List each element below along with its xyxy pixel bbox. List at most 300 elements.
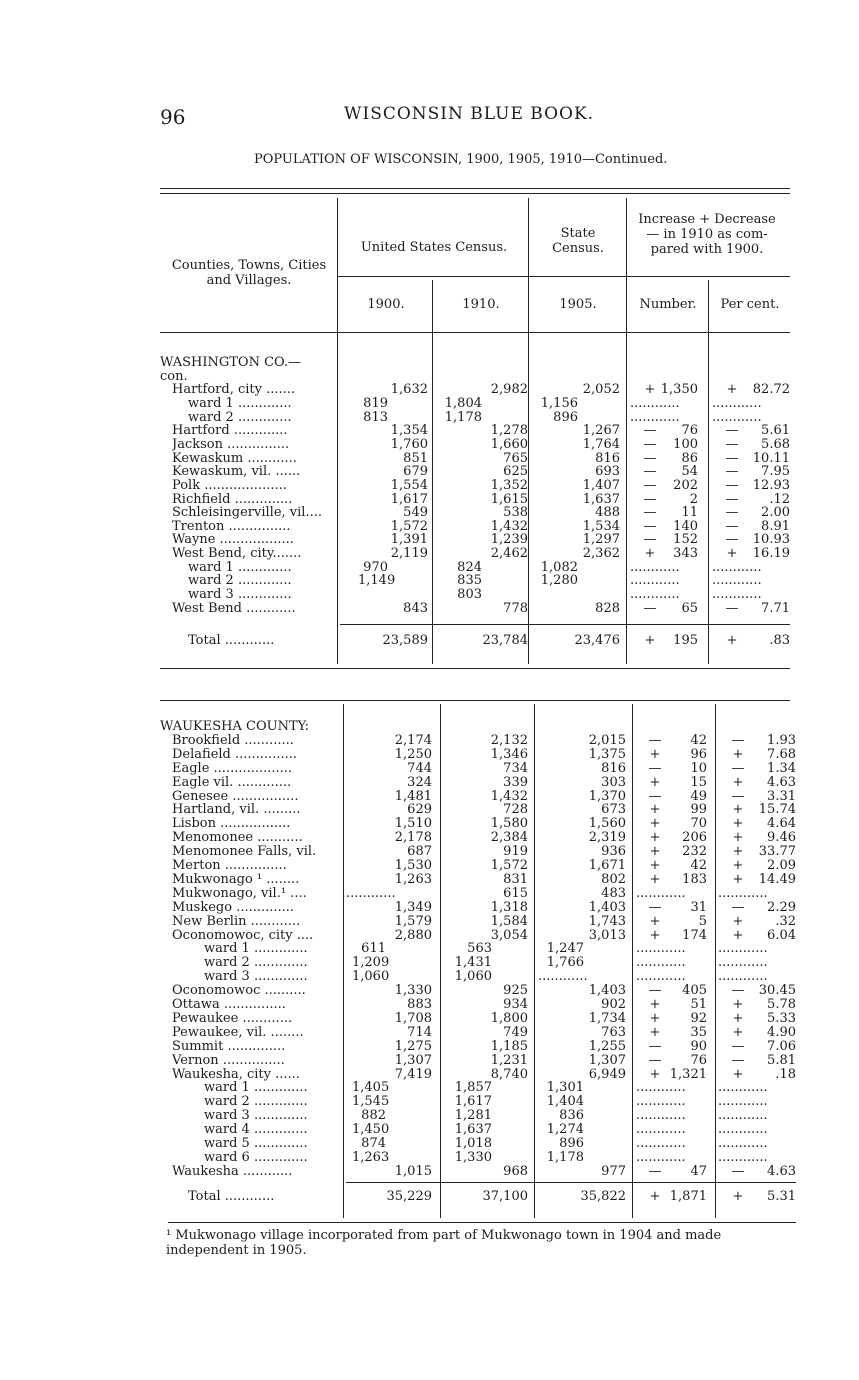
place-name: Menomonee Falls, vil.	[172, 845, 317, 859]
place-name: ward 6 .............	[204, 1150, 308, 1165]
sign-ps: —	[731, 899, 745, 915]
cell-p: 5.78	[767, 997, 796, 1012]
place-name: WASHINGTON CO.—	[160, 356, 302, 370]
total-t1905: 35,822	[580, 1189, 626, 1204]
place-name: con.	[160, 369, 188, 384]
cell-t1900: 1,708	[394, 1010, 432, 1026]
cell-t1905: 2,052	[582, 382, 620, 398]
cell-t1900: 843	[403, 600, 428, 616]
table-row	[160, 411, 800, 425]
year-1905-header: 1905.	[559, 297, 597, 312]
section-end-rule	[160, 668, 790, 669]
cell-t1910: 2,982	[490, 382, 528, 398]
name-col-header: Counties, Towns, Cities and Villages.	[171, 258, 327, 288]
sign-s: +	[649, 858, 661, 873]
sign-s: —	[643, 491, 657, 507]
cell-t1910: 2,384	[490, 830, 528, 846]
total-n: 1,871	[669, 1189, 707, 1204]
total-sign-s: +	[644, 633, 656, 648]
cell-w1900: 874	[361, 1136, 386, 1151]
table-row	[160, 1095, 800, 1109]
cell-n: 90	[690, 1038, 707, 1054]
sign-s: —	[643, 518, 657, 534]
cell-p: 5.68	[761, 436, 790, 452]
table-row	[160, 873, 800, 887]
total-t1905: 23,476	[574, 633, 620, 648]
cell-n: 96	[690, 746, 707, 762]
dot-leader: ............	[718, 1094, 768, 1110]
cell-w1905: 1,766	[546, 955, 584, 971]
cell-t1900: 1,481	[394, 788, 432, 804]
cell-n: 47	[690, 1163, 707, 1179]
place-name: ward 1 .............	[204, 942, 308, 957]
cell-t1900: 7,419	[394, 1066, 432, 1082]
total-t1910: 37,100	[482, 1189, 528, 1204]
dot-leader: ............	[636, 955, 686, 971]
place-name: Richfield ..............	[172, 492, 293, 507]
table-row	[160, 452, 800, 466]
table-row	[160, 1026, 800, 1040]
cell-t1905: 1,671	[588, 858, 626, 873]
cell-n: 343	[673, 546, 698, 562]
cell-n: 86	[681, 450, 698, 466]
header-mid-rule	[338, 276, 790, 277]
cell-w1905: 1,274	[546, 1122, 584, 1138]
cell-t1900: 1,530	[394, 858, 432, 873]
cell-w1905: 1,280	[540, 573, 578, 589]
cell-p: 4.63	[767, 774, 796, 790]
place-name: Summit ..............	[172, 1039, 286, 1054]
cell-t1900: 1,554	[390, 477, 428, 493]
cell-w1900: 1,060	[352, 969, 390, 985]
cell-w1905: 896	[553, 409, 578, 425]
cell-t1900: 1,617	[390, 491, 428, 507]
cell-p: 10.11	[752, 450, 790, 466]
sign-ps: —	[725, 423, 739, 439]
state-census-header: State Census.	[552, 226, 604, 256]
cell-n: 51	[690, 997, 707, 1012]
table-row	[160, 817, 800, 831]
cell-p: 33.77	[758, 844, 796, 860]
cell-w1905: 1,178	[546, 1149, 584, 1165]
table-row	[160, 479, 800, 493]
cell-t1905: 828	[595, 600, 620, 616]
sign-s: —	[643, 532, 657, 548]
cell-t1910: 1,352	[490, 477, 528, 493]
total-p: 5.31	[767, 1189, 796, 1204]
cell-t1900: 1,354	[390, 423, 428, 439]
total-sign-ps: +	[732, 1189, 744, 1204]
sign-ps: —	[725, 491, 739, 507]
sign-s: —	[648, 732, 662, 748]
table-row	[160, 602, 800, 616]
dot-leader: ............	[712, 409, 762, 425]
cell-t1905: 977	[601, 1163, 626, 1179]
cell-n: 152	[673, 532, 698, 548]
place-name: Kewaskum ............	[172, 451, 297, 466]
cell-t1905: 1,403	[588, 899, 626, 915]
cell-n: 202	[673, 477, 698, 493]
place-name: Vernon ...............	[172, 1053, 285, 1068]
cell-w1910: 1,018	[454, 1136, 492, 1151]
place-name: Genesee ................	[172, 789, 299, 804]
cell-n: 42	[690, 858, 707, 873]
cell-p: 4.64	[767, 816, 796, 832]
place-name: ward 1 .............	[188, 560, 292, 575]
dot-leader: ............	[636, 1108, 686, 1124]
cell-p: 7.68	[767, 746, 796, 762]
total-sign-ps: +	[726, 633, 738, 648]
sign-s: +	[649, 997, 661, 1012]
sign-ps: +	[732, 802, 744, 818]
cell-t1910: 1,185	[490, 1038, 528, 1054]
cell-t1905: 2,015	[588, 732, 626, 748]
sign-ps: —	[725, 505, 739, 521]
cell-t1905: 673	[601, 802, 626, 818]
cell-w1910: 824	[457, 559, 482, 575]
sign-s: —	[643, 464, 657, 480]
cell-n: 1,350	[660, 382, 698, 398]
cell-p: 12.93	[752, 477, 790, 493]
table-row	[160, 1165, 800, 1179]
cell-w1900: 1,263	[352, 1149, 390, 1165]
cell-t1905: 1,267	[582, 423, 620, 439]
cell-n: 232	[682, 844, 707, 860]
table-row	[160, 790, 800, 804]
cell-n: 76	[690, 1052, 707, 1068]
cell-t1905: 816	[601, 760, 626, 776]
cell-t1900: 1,632	[390, 382, 428, 398]
cell-t1910: 1,572	[490, 858, 528, 873]
cell-t1910: 1,432	[490, 518, 528, 534]
place-name: ward 5 .............	[204, 1137, 308, 1151]
place-name: ward 3 .............	[204, 1109, 308, 1123]
cell-t1905: 2,362	[582, 546, 620, 562]
table-row	[160, 465, 800, 479]
cell-p: 5.33	[767, 1010, 796, 1026]
place-name: ward 2 .............	[188, 410, 292, 425]
cell-t1905: 902	[601, 997, 626, 1012]
sign-ps: +	[732, 816, 744, 832]
cell-w1910: 1,637	[454, 1122, 492, 1138]
sign-ps: +	[732, 858, 744, 873]
place-name: Wayne ..................	[172, 533, 294, 548]
dot-leader: ............	[718, 969, 768, 985]
cell-t1905: 1,743	[588, 913, 626, 929]
place-name: ward 4 .............	[204, 1123, 308, 1137]
cell-w1910: 1,060	[454, 969, 492, 985]
cell-t1900: 324	[407, 774, 432, 790]
cell-w1900: 1,209	[352, 955, 390, 971]
cell-t1910: 778	[503, 600, 528, 616]
cell-t1900: 2,119	[390, 546, 428, 562]
place-name: Oconomowoc ..........	[172, 984, 306, 998]
cell-t1905: 1,255	[588, 1038, 626, 1054]
cell-t1910: 734	[503, 760, 528, 776]
sign-ps: +	[732, 1010, 744, 1026]
dot-leader: ............	[718, 941, 768, 957]
cell-t1900: 1,579	[394, 913, 432, 929]
sign-s: +	[644, 546, 656, 562]
dot-leader: ............	[712, 573, 762, 589]
table-row	[160, 424, 800, 438]
cell-t1900: 2,174	[394, 732, 432, 748]
sign-ps: +	[732, 1024, 744, 1040]
place-name: ward 2 .............	[204, 956, 308, 970]
sign-ps: —	[725, 450, 739, 466]
table-row	[160, 1040, 800, 1054]
cell-t1905: 1,307	[588, 1052, 626, 1068]
cell-n: 1,321	[669, 1066, 707, 1082]
cell-t1910: 1,580	[490, 816, 528, 832]
cell-p: .18	[775, 1066, 796, 1082]
sign-ps: +	[726, 546, 738, 562]
table-row	[160, 887, 800, 901]
total-row	[160, 634, 800, 648]
total-rule	[340, 624, 790, 625]
dot-leader: ............	[718, 1108, 768, 1124]
cell-p: 5.81	[767, 1052, 796, 1068]
sign-ps: —	[725, 532, 739, 548]
cell-t1910: 615	[503, 885, 528, 901]
dot-leader: ............	[718, 885, 768, 901]
cell-t1910: 831	[503, 871, 528, 887]
table-row	[160, 1068, 800, 1082]
dot-leader: ............	[718, 955, 768, 971]
cell-t1910: 2,132	[490, 732, 528, 748]
table-title: POPULATION OF WISCONSIN, 1900, 1905, 1910—Continued.	[254, 152, 668, 167]
cell-t1910: 925	[503, 983, 528, 999]
cell-t1910: 1,239	[490, 532, 528, 548]
dot-leader: ............	[630, 559, 680, 575]
cell-n: 65	[681, 600, 698, 616]
cell-p: 7.06	[767, 1038, 796, 1054]
cell-t1905: 1,764	[582, 436, 620, 452]
sign-s: —	[648, 760, 662, 776]
dot-leader: ............	[636, 1094, 686, 1110]
cell-p: 6.04	[767, 927, 796, 943]
place-name: Muskego ..............	[172, 900, 295, 915]
cell-t1905: 1,560	[588, 816, 626, 832]
table-row	[160, 370, 800, 384]
table-row	[160, 915, 800, 929]
cell-p: .12	[769, 491, 790, 507]
cell-w1900: 1,149	[358, 573, 396, 589]
cell-w1910: 1,281	[454, 1108, 492, 1124]
header-bottom-rule	[160, 332, 790, 333]
cell-w1905: 1,247	[546, 941, 584, 957]
cell-t1910: 968	[503, 1163, 528, 1179]
place-name: Hartford .............	[172, 424, 288, 438]
table-row	[160, 1081, 800, 1095]
cell-t1900: 629	[407, 802, 432, 818]
dot-leader: ............	[712, 587, 762, 603]
sign-s: +	[649, 802, 661, 818]
sign-ps: —	[725, 464, 739, 480]
table-row	[160, 929, 800, 943]
place-name: ward 2 .............	[188, 574, 292, 589]
cell-n: 206	[682, 830, 707, 846]
place-name: Pewaukee ............	[172, 1011, 293, 1026]
total-rule	[346, 1182, 796, 1183]
place-name: Ottawa ...............	[172, 998, 286, 1012]
place-name: ward 1 .............	[204, 1081, 308, 1096]
cell-t1905: 816	[595, 450, 620, 466]
sign-s: —	[648, 1038, 662, 1054]
table-row	[160, 998, 800, 1012]
cell-t1900: 1,263	[394, 871, 432, 887]
cell-t1910: 765	[503, 450, 528, 466]
sign-s: —	[648, 983, 662, 999]
sign-s: +	[649, 1066, 661, 1082]
cell-t1910: 749	[503, 1024, 528, 1040]
place-name: Schleisingerville, vil....	[172, 506, 322, 520]
sign-s: —	[648, 788, 662, 804]
table-row	[160, 776, 800, 790]
sign-s: +	[649, 746, 661, 762]
table-row	[160, 984, 800, 998]
cell-t1900: 679	[403, 464, 428, 480]
sign-ps: —	[725, 518, 739, 534]
number-header: Number.	[639, 297, 697, 312]
cell-t1905: 1,403	[588, 983, 626, 999]
table-row	[160, 533, 800, 547]
cell-p: 2.00	[761, 505, 790, 521]
table-row	[160, 547, 800, 561]
cell-p: 16.19	[752, 546, 790, 562]
table-row	[160, 970, 800, 984]
table-row	[160, 438, 800, 452]
cell-w1900: 819	[363, 395, 388, 411]
dot-leader: ............	[538, 969, 588, 985]
cell-p: 7.95	[761, 464, 790, 480]
cell-n: 99	[690, 802, 707, 818]
sign-ps: +	[732, 997, 744, 1012]
cell-w1910: 563	[467, 941, 492, 957]
dot-leader: ............	[636, 1080, 686, 1096]
cell-w1910: 803	[457, 587, 482, 603]
dot-leader: ............	[718, 1136, 768, 1151]
cell-w1905: 1,156	[540, 395, 578, 411]
sign-s: —	[648, 1163, 662, 1179]
cell-p: 1.34	[767, 760, 796, 776]
sign-ps: +	[732, 913, 744, 929]
cell-t1910: 1,432	[490, 788, 528, 804]
place-name: Oconomowoc, city ....	[172, 928, 314, 943]
cell-t1905: 2,319	[588, 830, 626, 846]
table-row	[160, 748, 800, 762]
table-row	[160, 397, 800, 411]
sign-s: +	[649, 844, 661, 860]
cell-t1910: 1,800	[490, 1010, 528, 1026]
sign-ps: +	[732, 830, 744, 846]
cell-p: 30.45	[758, 983, 796, 999]
cell-n: 5	[698, 913, 707, 929]
sign-ps: +	[732, 774, 744, 790]
cell-p: 2.29	[767, 899, 796, 915]
sign-ps: —	[731, 1052, 745, 1068]
cell-n: 70	[690, 816, 707, 832]
sign-ps: +	[732, 871, 744, 887]
cell-n: 183	[682, 871, 707, 887]
cell-n: 10	[690, 760, 707, 776]
cell-w1900: 1,405	[352, 1080, 390, 1096]
total-sign-s: +	[649, 1189, 661, 1204]
sign-s: +	[644, 382, 656, 398]
top-rule-2	[160, 193, 790, 194]
cell-w1900: 970	[363, 559, 388, 575]
cell-t1910: 1,346	[490, 746, 528, 762]
sign-ps: —	[731, 1163, 745, 1179]
cell-t1910: 625	[503, 464, 528, 480]
total-row	[160, 1190, 800, 1204]
cell-w1910: 1,857	[454, 1080, 492, 1096]
place-name: Delafield ...............	[172, 747, 297, 762]
cell-t1910: 1,660	[490, 436, 528, 452]
place-name: West Bend ............	[172, 601, 296, 616]
dot-leader: ............	[636, 1136, 686, 1151]
table-row	[160, 588, 800, 602]
place-name: Hartford, city .......	[172, 383, 296, 397]
cell-p: .32	[775, 913, 796, 929]
sign-s: —	[643, 477, 657, 493]
place-name: Eagle vil. .............	[172, 775, 292, 790]
total-label: Total ............	[188, 634, 275, 648]
cell-n: 35	[690, 1024, 707, 1040]
total-t1900: 35,229	[386, 1189, 432, 1204]
cell-n: 92	[690, 1010, 707, 1026]
footnote: ¹ Mukwonago village incorporated from part of Mukwonago town in 1904 and made independent in 1905.	[166, 1228, 722, 1258]
year-1910-header: 1910.	[462, 297, 500, 312]
place-name: ward 3 .............	[188, 588, 292, 602]
sign-ps: —	[731, 732, 745, 748]
cell-t1905: 1,637	[582, 491, 620, 507]
cell-t1910: 1,278	[490, 423, 528, 439]
dot-leader: ............	[630, 409, 680, 425]
place-name: ward 2 .............	[204, 1095, 308, 1109]
change-header: Increase + Decrease — in 1910 as com- pared with 1900.	[638, 212, 776, 257]
cell-t1910: 728	[503, 802, 528, 818]
cell-w1905: 1,404	[546, 1094, 584, 1110]
sign-ps: —	[725, 436, 739, 452]
cell-t1910: 934	[503, 997, 528, 1012]
cell-n: 2	[689, 491, 698, 507]
cell-w1905: 1,082	[540, 559, 578, 575]
sign-s: +	[649, 774, 661, 790]
table-row	[160, 493, 800, 507]
cell-t1910: 1,318	[490, 899, 528, 915]
cell-t1900: 1,275	[394, 1038, 432, 1054]
cell-t1900: 1,307	[394, 1052, 432, 1068]
sign-s: +	[649, 871, 661, 887]
place-name: Hartland, vil. .........	[172, 803, 301, 818]
table-row	[160, 956, 800, 970]
dot-leader: ............	[712, 559, 762, 575]
cell-t1900: 744	[407, 760, 432, 776]
table-row	[160, 356, 800, 370]
cell-w1900: 1,545	[352, 1094, 390, 1110]
sign-ps: +	[732, 746, 744, 762]
sign-ps: —	[731, 983, 745, 999]
place-name: West Bend, city.......	[172, 547, 302, 561]
cell-p: 4.90	[767, 1024, 796, 1040]
place-name: Waukesha ............	[172, 1164, 293, 1179]
cell-n: 140	[673, 518, 698, 534]
table-row	[160, 845, 800, 859]
table-row	[160, 762, 800, 776]
cell-t1900: 1,572	[390, 518, 428, 534]
dot-leader: ............	[636, 1122, 686, 1138]
